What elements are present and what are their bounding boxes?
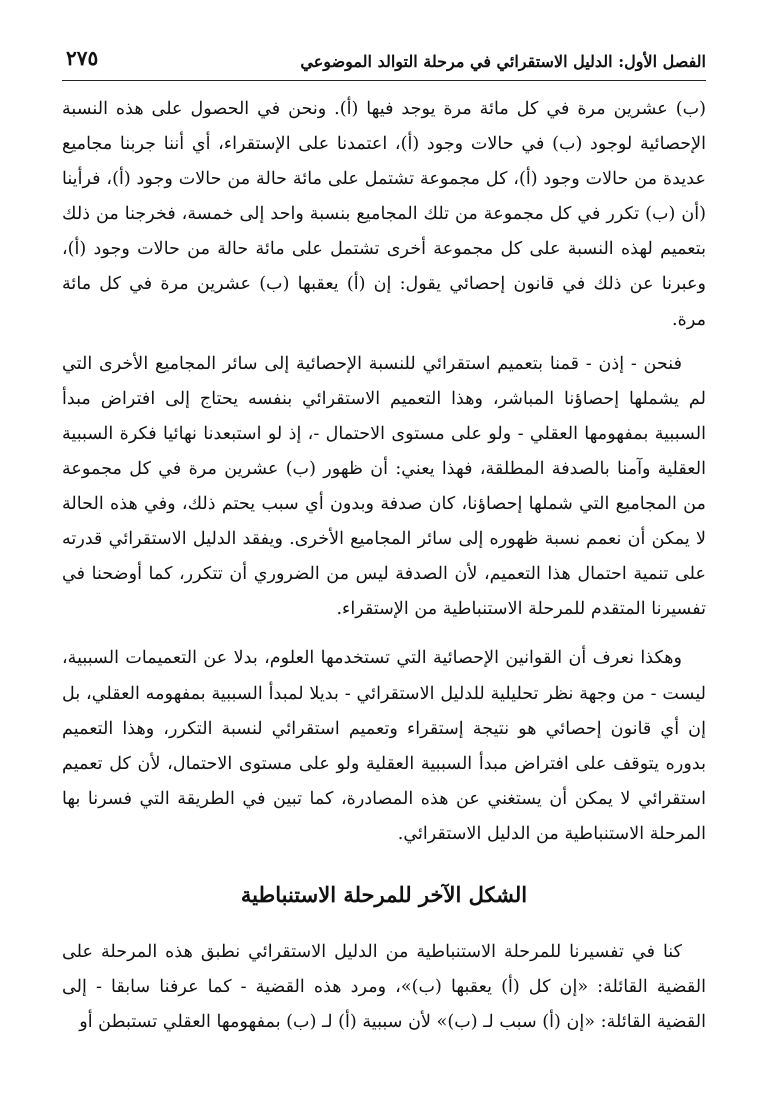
paragraph-4: كنا في تفسيرنا للمرحلة الاستنباطية من الدليل الاستقرائي نطبق هذه المرحلة على القضية القائلة: «إن كل (أ) يعقبها (ب)»، ومرد هذه القضية - كما عرفنا سابقا - إلى القضية القائلة: «إن (أ) سبب لـ (ب)» لأن سببية (أ) لـ (ب) بمفهومها العقلي تستبطن أو [62,941,706,1033]
paragraph-2: فنحن - إذن - قمنا بتعميم استقرائي للنسبة الإحصائية إلى سائر المجاميع الأخرى التي لم يشملها إحصاؤنا المباشر، وهذا التعميم الاستقرائي بنفسه يحتاج إلى افتراض مبدأ السببية بمفهومها العقلي - ولو على مستوى الاحتمال -، إذ لو استبعدنا نهائيا فكرة السببية العقلية وآمنا بالصدفة المطلقة، فهذا يعني: أن ظهور (ب) عشرين مرة في كل مجموعة من المجاميع التي شملها إحصاؤنا، كان صدفة وبدون أي سبب يحتم ذلك، وفي هذه الحالة لا يمكن أن نعمم نسبة ظهوره إلى سائر المجاميع الأخرى. ويفقد الدليل الاستقرائي قدرته على تنمية احتمال هذا التعميم، لأن الصدفة ليس من الضروري أن تتكرر، كما أوضحنا في تفسيرنا المتقدم للمرحلة الاستنباطية من الإستقراء. [62,353,706,620]
page-number: ٢٧٥ [66,46,99,70]
paragraph-3: وهكذا نعرف أن القوانين الإحصائية التي تستخدمها العلوم، بدلا عن التعميمات السببية، ليست - من وجهة نظر تحليلية للدليل الاستقرائي - بديلا لمبدأ السببية بمفهومه العقلي، بل إن أي قانون إحصائي هو نتيجة إستقراء وتعميم استقرائي لنسبة التكرر، وهذا التعميم بدوره يتوقف على افتراض مبدأ السببية العقلية ولو على مستوى الاحتمال، لأن كل تعميم استقرائي لا يمكن أن يستغني عن هذه المصادرة، كما تبين في الطريقة التي فسرنا بها المرحلة الاستنباطية من الدليل الاستقرائي. [62,648,706,844]
page-header [62,40,706,81]
running-title: الفصل الأول: الدليل الاستقرائي في مرحلة التوالد الموضوعي [300,52,706,71]
paragraph-1: (ب) عشرين مرة في كل مائة مرة يوجد فيها (أ). ونحن في الحصول على هذه النسبة الإحصائية لوجود (ب) في حالات وجود (أ)، اعتمدنا على الإستقراء، أي أننا جربنا مجاميع عديدة من حالات وجود (أ)، كل مجموعة تشتمل على مائة حالة من حالات وجود (أ)، فرأينا (أن (ب) تكرر في كل مجموعة من تلك المجاميع بنسبة واحد إلى خمسة، فخرجنا من ذلك بتعميم لهذه النسبة على كل مجموعة أخرى تشتمل على مائة حالة من حالات وجود (أ)، وعبرنا عن ذلك في قانون إحصائي يقول: إن (أ) يعقبها (ب) عشرين مرة في كل مائة مرة. [62,99,706,330]
section-heading: الشكل الآخر للمرحلة الاستنباطية [240,881,528,907]
body-text [62,92,706,1040]
